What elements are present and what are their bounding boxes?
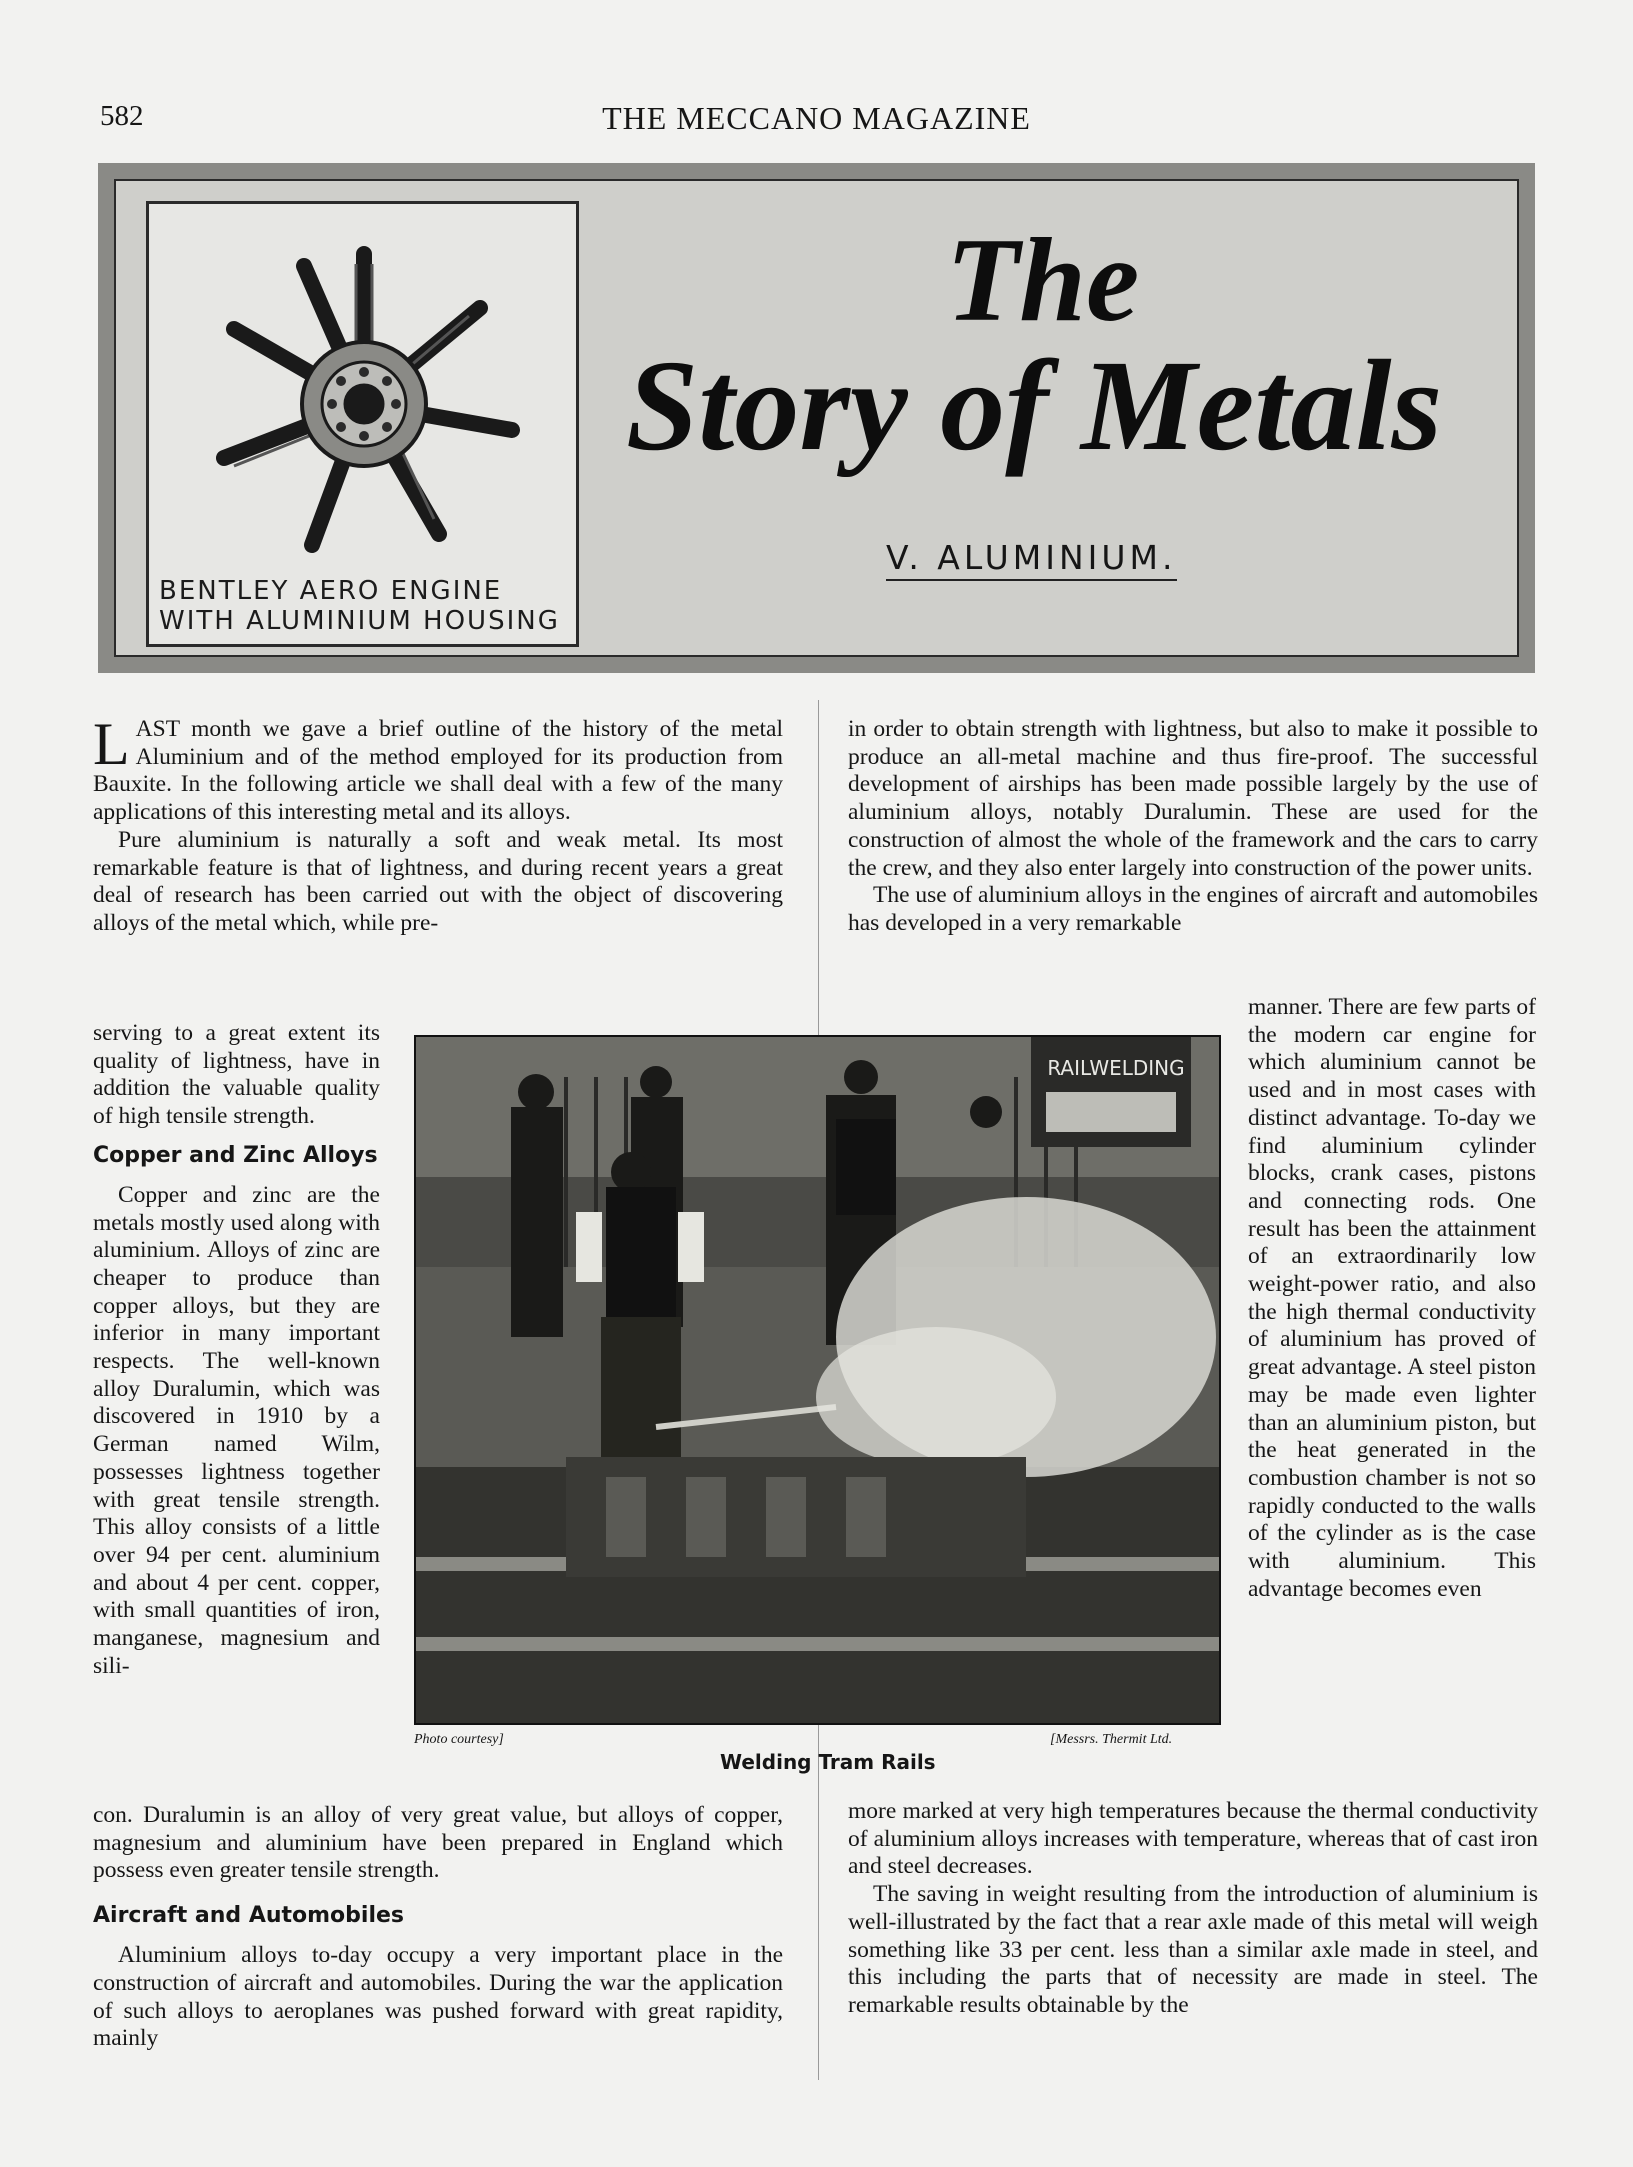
paragraph-pure-aluminium: Pure aluminium is naturally a soft and weak metal. Its most remarkable feature is that of lightness, and during recent years a great deal of research has been carried out with the object of discovering alloys of the metal which, while pre-	[93, 826, 783, 936]
drop-cap: L	[93, 711, 130, 777]
paragraph-engines: The use of aluminium alloys in the engines of aircraft and automobiles has developed in a very remarkable	[848, 882, 1538, 936]
right-column-top	[848, 716, 1538, 938]
page-number: 582	[100, 100, 144, 132]
welding-scene-image	[416, 1037, 1219, 1723]
title-banner	[98, 163, 1535, 673]
heading-aircraft-automobiles: Aircraft and Automobiles	[93, 1903, 405, 1929]
article-subtitle: V. ALUMINIUM.	[886, 538, 1177, 581]
railwelding-sign-text: RAILWELDING	[1047, 1056, 1185, 1080]
heading-copper-zinc: Copper and Zinc Alloys	[93, 1142, 378, 1168]
title-story-of-metals: Story of Metals	[626, 334, 1443, 478]
paragraph-intro: LAST month we gave a brief outline of the history of the metal Aluminium and of the method employed for its production from Bauxite. In the following article we shall deal with a few of the many applications of this interesting metal and its alloys.	[93, 711, 783, 826]
photo-credit-left: Photo courtesy]	[414, 1732, 504, 1747]
engine-caption-line-1: BENTLEY AERO ENGINE	[159, 576, 503, 606]
left-column-top	[93, 711, 783, 938]
engine-illustration	[146, 201, 579, 647]
paragraph-weight-saving: The saving in weight resulting from the introduction of aluminium is well-illustrated by the fact that a rear axle made of this metal will weigh something like 33 per cent. less than a similar axle made in steel, and this including the parts that of necessity are made in steel. The remarkable results obtainable by the	[848, 1881, 1538, 2018]
paragraph-duralumin: con. Duralumin is an alloy of very great value, but alloys of copper, magnesium and aluminium have been prepared in England which possess even greater tensile strength.	[93, 1802, 783, 1884]
magazine-title: THE MECCANO MAGAZINE	[602, 100, 1031, 136]
title-the: The	[946, 213, 1140, 346]
paragraph-aircraft: Aluminium alloys to-day occupy a very important place in the construction of aircraft and automobiles. During the war the application of such alloys to aeroplanes was pushed forward with great rapidity, mainly	[93, 1942, 783, 2052]
photo-caption: Welding Tram Rails	[720, 1750, 936, 1774]
left-column-bottom	[93, 1802, 783, 2053]
paragraph-strength-lightness: in order to obtain strength with lightness, but also to make it possible to produce an all-metal machine and thus fire-proof. The successful development of airships has been made possible largely by the use of aluminium alloys, notably Duralumin. These are used for the construction of almost the whole of the framework and the cars to carry the crew, and they also enter largely into construction of the power units.	[848, 716, 1538, 881]
right-column-narrow	[1248, 994, 1536, 1603]
left-column-narrow	[93, 1020, 380, 1680]
paragraph-lightness: serving to a great extent its quality of lightness, have in addition the valuable quality of high tensile strength.	[93, 1020, 380, 1130]
paragraph-thermal: more marked at very high temperatures because the thermal conductivity of aluminium alloys increases with temperature, whereas that of cast iron and steel decreases.	[848, 1798, 1538, 1880]
right-column-bottom	[848, 1798, 1538, 2020]
banner-panel	[114, 179, 1519, 657]
engine-caption-line-2: WITH ALUMINIUM HOUSING	[159, 606, 560, 636]
radial-engine-image	[149, 204, 570, 564]
engine-caption	[159, 576, 566, 636]
photo-credit-right: [Messrs. Thermit Ltd.	[1050, 1732, 1173, 1747]
running-head	[0, 100, 1633, 140]
paragraph-engine-parts: manner. There are few parts of the modern car engine for which aluminium cannot be used and in most cases with distinct advantage. To-day we find aluminium cylinder blocks, crank cases, pistons and connecting rods. One result has been the attainment of an extraordinarily low weight-power ratio, and also the high thermal conductivity of aluminium has proved of great advantage. A steel piston may be made even lighter than an aluminium piston, but the heat generated in the combustion chamber is not so rapidly conducted to the walls of the cylinder as is the case with aluminium. This advantage becomes even	[1248, 994, 1536, 1602]
paragraph-copper-zinc: Copper and zinc are the metals mostly used along with aluminium. Alloys of zinc are cheaper to produce than copper alloys, but they are inferior in many important respects. The well-known alloy Duralumin, which was discovered in 1910 by a German named Wilm, possesses lightness together with great tensile strength. This alloy consists of a little over 94 per cent. aluminium and about 4 per cent. copper, with small quantities of iron, manganese, magnesium and sili-	[93, 1181, 380, 1679]
welding-photo	[414, 1035, 1221, 1725]
